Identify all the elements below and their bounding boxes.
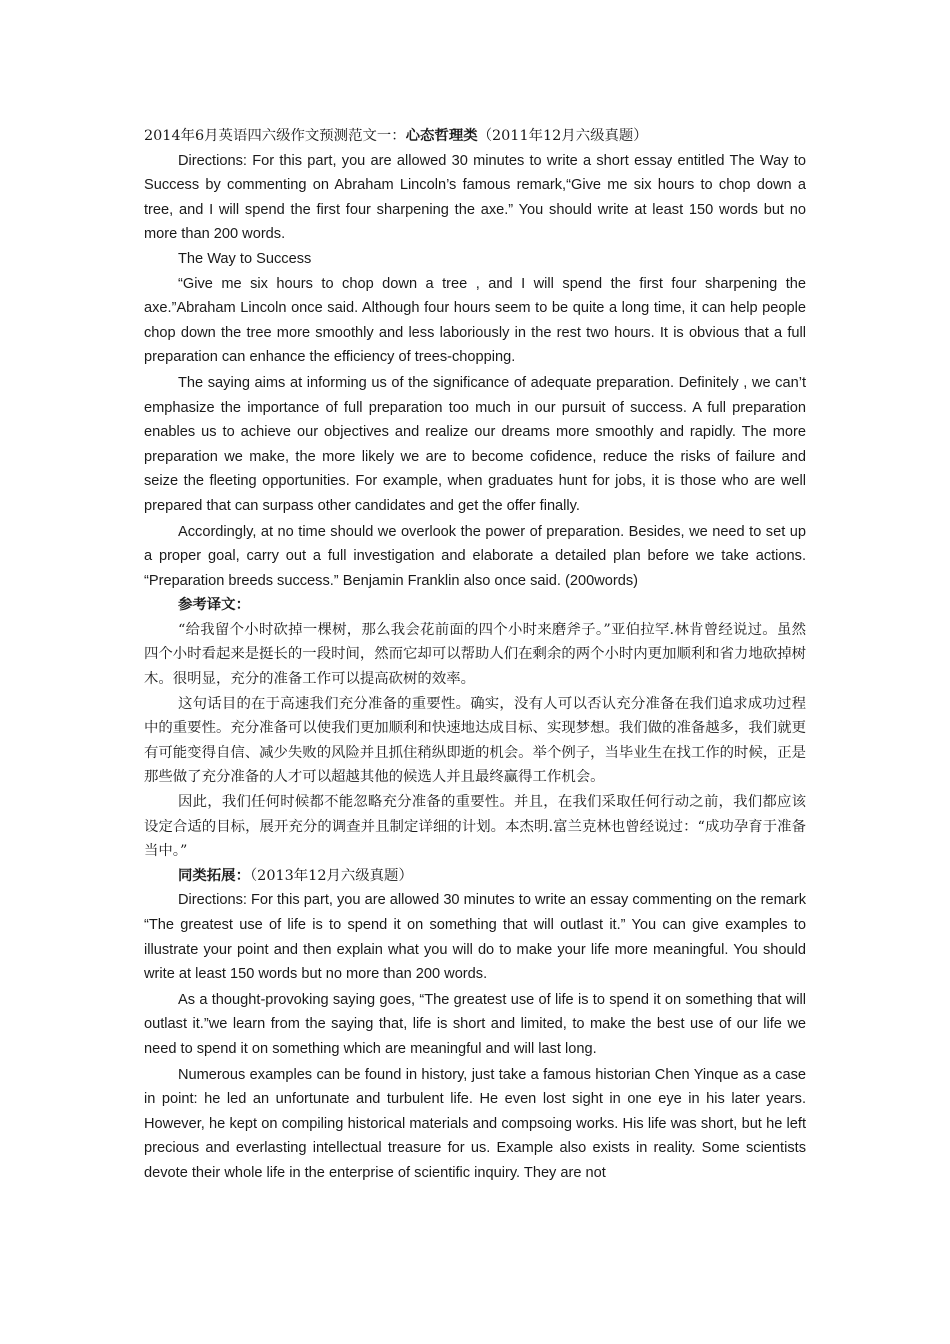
translation-paragraph: 这句话目的在于高速我们充分准备的重要性。确实，没有人可以否认充分准备在我们追求成功过程中的重要性。充分准备可以使我们更加顺利和快速地达成目标、实现梦想。我们做的准备越多，我们就更有可能变得自信、减少失败的风险并且抓住稍纵即逝的机会。举个例子，当毕业生在找工作的时候，正是那些做了充分准备的人才可以超越其他的候选人并且最终赢得工作机会。 <box>144 695 806 786</box>
directions-paragraph: Directions: For this part, you are allowed 30 minutes to write a short essay entitled The Way to Success by commenting on Abraham Lincoln’s famous remark,“Give me six hours to chop down a tree, and I will spend the first four sharpening the axe.” You should write at least 150 words but no more than 200 words. <box>144 152 806 243</box>
translation-paragraph: “给我留个小时砍掉一棵树，那么我会花前面的四个小时来磨斧子。”亚伯拉罕.林肯曾经说过。虽然四个小时看起来是挺长的一段时间，然而它却可以帮助人们在剩余的两个小时内更加顺利和省力地砍掉树木。很明显，充分的准备工作可以提高砍树的效率。 <box>144 621 806 688</box>
heading-line <box>144 124 806 149</box>
translation-paragraph: 因此，我们任何时候都不能忽略充分准备的重要性。并且，在我们采取任何行动之前，我们都应该设定合适的目标，展开充分的调查并且制定详细的计划。本杰明.富兰克林也曾经说过：“成功孕育于准备当中。” <box>144 794 806 860</box>
essay-paragraph: The saying aims at informing us of the significance of adequate preparation. Definitely , we can’t emphasize the importance of full preparation too much in our pursuit of success. A full preparation enables us to achieve our objectives and realize our dreams more smoothly and rapidly. The more preparation we make, the more likely we are to become cofidence, reduce the risks of failure and seize the fleeting opportunities. For example, when graduates hunt for jobs, it is those who are well prepared that can surpass other candidates and get the offer finally. <box>144 374 806 514</box>
extension-suffix: （2013年12月六级真题） <box>249 867 413 884</box>
extension-heading <box>144 864 806 889</box>
essay-paragraph: “Give me six hours to chop down a tree , and I will spend the first four sharpening the axe.”Abraham Lincoln once said. Although four hours seem to be quite a long time, it can help people chop down the tree more smoothly and less laboriously in the rest two hours. It is obvious that a full preparation can enhance the efficiency of trees-chopping. <box>144 275 806 366</box>
essay-paragraph-2: Numerous examples can be found in history, just take a famous historian Chen Yinque as a case in point: he led an unfortunate and turbulent life. He even lost sight in one eye in his later years. However, he kept on compiling historical materials and compsoing works. His life was short, but he left precious and everlasting intellectual treasure for us. Example also exists in reality. Some scientists devote their whole life in the enterprise of scientific inquiry. They are not <box>144 1066 806 1181</box>
directions-paragraph-2: Directions: For this part, you are allowed 30 minutes to write an essay commenting on the remark “The greatest use of life is to spend it on something that will outlast it.” You can give examples to illustrate your point and then explain what you will do to make your life more meaningful. You should write at least 150 words but no more than 200 words. <box>144 892 806 983</box>
translation-label <box>144 593 806 618</box>
essay-paragraph: Accordingly, at no time should we overlook the power of preparation. Besides, we need to set up a proper goal, carry out a full investigation and elaborate a detailed plan before we take actions. “Preparation breeds success.” Benjamin Franklin also once said. (200words) <box>144 523 806 589</box>
extension-label: 同类拓展： <box>178 866 250 884</box>
heading-category: 心态哲理类 <box>405 127 478 144</box>
document-body <box>144 124 806 1186</box>
translation-label-text: 参考译文： <box>178 596 250 614</box>
heading-prefix: 2014年6月英语四六级作文预测范文一： <box>144 128 406 144</box>
heading-suffix: （2011年12月六级真题） <box>477 128 648 144</box>
essay-title: The Way to Success <box>178 250 312 267</box>
essay-paragraph-2: As a thought-provoking saying goes, “The greatest use of life is to spend it on something that will outlast it.”we learn from the saying that, life is short and limited, to make the best use of our life we need to spend it on something which are meaningful and will last long. <box>144 991 806 1057</box>
